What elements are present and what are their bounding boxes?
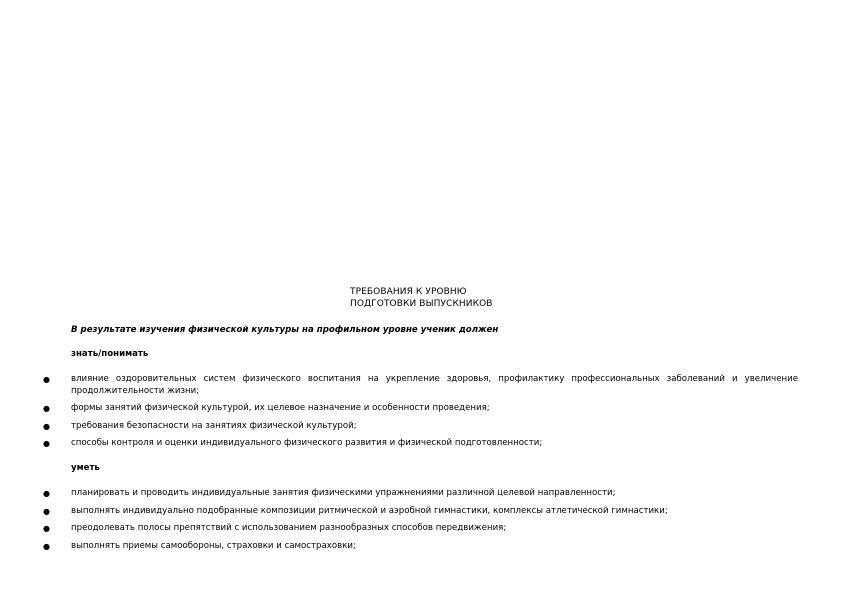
can-section-label: уметь — [71, 463, 100, 473]
list-item — [0, 421, 842, 433]
bullet-icon: ● — [43, 421, 50, 431]
list-item-text: влияние оздоровительных систем физического воспитания на укрепление здоровья, профилактику профессиональных заболеваний и увеличение продолжительности жизни; — [71, 374, 798, 396]
can-list — [0, 488, 842, 558]
list-item-text: требования безопасности на занятиях физической культурой; — [71, 420, 357, 431]
bullet-icon: ● — [43, 375, 50, 384]
know-section-label: знать/понимать — [71, 349, 149, 359]
list-item — [0, 506, 842, 518]
list-item — [0, 374, 842, 397]
list-item-text: планировать и проводить индивидуальные занятия физическими упражнениями различной целевой направленности; — [71, 488, 616, 498]
list-item-text: формы занятий физической культурой, их целевое назначение и особенности проведения; — [71, 403, 490, 413]
list-item-text: выполнять приемы самообороны, страховки и самостраховки; — [71, 540, 356, 551]
heading-line-2: ПОДГОТОВКИ ВЫПУСКНИКОВ — [350, 299, 493, 309]
list-item — [0, 523, 842, 535]
list-item — [0, 403, 842, 415]
know-list — [0, 374, 842, 456]
heading-line-1: ТРЕБОВАНИЯ К УРОВНЮ — [350, 287, 467, 297]
list-item-text: способы контроля и оценки индивидуального физического развития и физической подготовленности; — [71, 438, 543, 448]
intro-text: В результате изучения физической культуры на профильном уровне ученик должен — [71, 325, 499, 335]
bullet-icon: ● — [43, 439, 50, 448]
bullet-icon: ● — [43, 541, 50, 551]
list-item-text: выполнять индивидуально подобранные композиции ритмической и аэробной гимнастики, комплексы атлетической гимнастики; — [71, 505, 668, 516]
bullet-icon: ● — [43, 524, 50, 533]
list-item-text: преодолевать полосы препятствий с использованием разнообразных способов передвижения; — [71, 523, 507, 533]
document-heading — [350, 286, 493, 310]
list-item — [0, 438, 842, 450]
list-item — [0, 488, 842, 500]
bullet-icon: ● — [43, 404, 50, 413]
list-item — [0, 541, 842, 553]
bullet-icon: ● — [43, 506, 50, 516]
bullet-icon: ● — [43, 489, 50, 498]
